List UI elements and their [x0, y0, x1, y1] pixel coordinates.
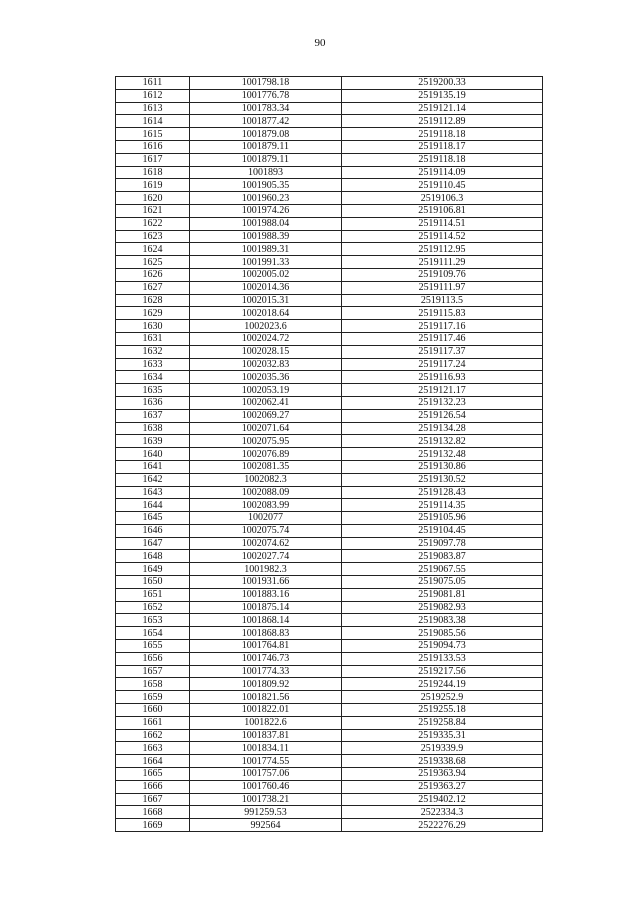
table-row [116, 128, 543, 141]
point-id-cell: 1643 [116, 486, 190, 499]
point-id-cell: 1669 [116, 819, 190, 832]
table-row [116, 243, 543, 256]
x-coordinate-cell: 1001822.6 [190, 716, 342, 729]
table-row [116, 563, 543, 576]
point-id-cell: 1654 [116, 627, 190, 640]
point-id-cell: 1616 [116, 140, 190, 153]
point-id-cell: 1652 [116, 601, 190, 614]
table-row [116, 716, 543, 729]
point-id-cell: 1633 [116, 358, 190, 371]
table-row [116, 256, 543, 269]
point-id-cell: 1664 [116, 755, 190, 768]
y-coordinate-cell: 2519109.76 [342, 268, 543, 281]
page-number: 90 [314, 37, 326, 49]
y-coordinate-cell: 2519200.33 [342, 77, 543, 90]
y-coordinate-cell: 2519067.55 [342, 563, 543, 576]
table-row [116, 409, 543, 422]
table-row [116, 320, 543, 333]
x-coordinate-cell: 1002075.74 [190, 524, 342, 537]
y-coordinate-cell: 2519106.3 [342, 192, 543, 205]
y-coordinate-cell: 2519112.89 [342, 115, 543, 128]
point-id-cell: 1668 [116, 806, 190, 819]
point-id-cell: 1662 [116, 729, 190, 742]
point-id-cell: 1642 [116, 473, 190, 486]
point-id-cell: 1611 [116, 77, 190, 90]
x-coordinate-cell: 1001989.31 [190, 243, 342, 256]
x-coordinate-cell: 1002071.64 [190, 422, 342, 435]
y-coordinate-cell: 2519117.46 [342, 332, 543, 345]
y-coordinate-cell: 2519075.05 [342, 576, 543, 589]
y-coordinate-cell: 2519126.54 [342, 409, 543, 422]
y-coordinate-cell: 2519094.73 [342, 640, 543, 653]
y-coordinate-cell: 2519117.37 [342, 345, 543, 358]
point-id-cell: 1645 [116, 512, 190, 525]
x-coordinate-cell: 1001822.01 [190, 704, 342, 717]
point-id-cell: 1638 [116, 422, 190, 435]
x-coordinate-cell: 1002077 [190, 512, 342, 525]
point-id-cell: 1641 [116, 460, 190, 473]
y-coordinate-cell: 2519114.09 [342, 166, 543, 179]
y-coordinate-cell: 2522334.3 [342, 806, 543, 819]
y-coordinate-cell: 2519111.97 [342, 281, 543, 294]
table-row [116, 588, 543, 601]
x-coordinate-cell: 1002032.83 [190, 358, 342, 371]
table-row [116, 640, 543, 653]
table-row [116, 77, 543, 90]
y-coordinate-cell: 2519128.43 [342, 486, 543, 499]
x-coordinate-cell: 1001776.78 [190, 89, 342, 102]
point-id-cell: 1627 [116, 281, 190, 294]
table-row [116, 742, 543, 755]
point-id-cell: 1663 [116, 742, 190, 755]
y-coordinate-cell: 2519244.19 [342, 678, 543, 691]
point-id-cell: 1624 [116, 243, 190, 256]
x-coordinate-cell: 1002028.15 [190, 345, 342, 358]
y-coordinate-cell: 2519363.27 [342, 780, 543, 793]
x-coordinate-cell: 1002014.36 [190, 281, 342, 294]
point-id-cell: 1620 [116, 192, 190, 205]
x-coordinate-cell: 1001764.81 [190, 640, 342, 653]
table-row [116, 806, 543, 819]
point-id-cell: 1625 [116, 256, 190, 269]
point-id-cell: 1665 [116, 768, 190, 781]
point-id-cell: 1619 [116, 179, 190, 192]
table-row [116, 371, 543, 384]
point-id-cell: 1613 [116, 102, 190, 115]
point-id-cell: 1631 [116, 332, 190, 345]
point-id-cell: 1636 [116, 396, 190, 409]
x-coordinate-cell: 1001931.66 [190, 576, 342, 589]
x-coordinate-cell: 992564 [190, 819, 342, 832]
x-coordinate-cell: 1002023.6 [190, 320, 342, 333]
table-row [116, 704, 543, 717]
point-id-cell: 1639 [116, 435, 190, 448]
point-id-cell: 1646 [116, 524, 190, 537]
table-row [116, 332, 543, 345]
point-id-cell: 1640 [116, 448, 190, 461]
table-row [116, 665, 543, 678]
y-coordinate-cell: 2519104.45 [342, 524, 543, 537]
x-coordinate-cell: 1002005.02 [190, 268, 342, 281]
table-row [116, 307, 543, 320]
y-coordinate-cell: 2519114.52 [342, 230, 543, 243]
y-coordinate-cell: 2522276.29 [342, 819, 543, 832]
table-row [116, 601, 543, 614]
table-row [116, 780, 543, 793]
x-coordinate-cell: 1002018.64 [190, 307, 342, 320]
x-coordinate-cell: 1002076.89 [190, 448, 342, 461]
table-row [116, 422, 543, 435]
table-row [116, 537, 543, 550]
x-coordinate-cell: 1001905.35 [190, 179, 342, 192]
coordinate-table [115, 76, 543, 832]
x-coordinate-cell: 1001738.21 [190, 793, 342, 806]
x-coordinate-cell: 1001879.11 [190, 140, 342, 153]
table-row [116, 486, 543, 499]
point-id-cell: 1628 [116, 294, 190, 307]
table-row [116, 499, 543, 512]
table-row [116, 473, 543, 486]
x-coordinate-cell: 1002083.99 [190, 499, 342, 512]
y-coordinate-cell: 2519110.45 [342, 179, 543, 192]
table-row [116, 755, 543, 768]
point-id-cell: 1666 [116, 780, 190, 793]
y-coordinate-cell: 2519081.81 [342, 588, 543, 601]
table-row [116, 448, 543, 461]
x-coordinate-cell: 1002082.3 [190, 473, 342, 486]
x-coordinate-cell: 1001988.04 [190, 217, 342, 230]
point-id-cell: 1615 [116, 128, 190, 141]
y-coordinate-cell: 2519135.19 [342, 89, 543, 102]
y-coordinate-cell: 2519118.18 [342, 128, 543, 141]
x-coordinate-cell: 1001809.92 [190, 678, 342, 691]
point-id-cell: 1618 [116, 166, 190, 179]
table-row [116, 179, 543, 192]
point-id-cell: 1622 [116, 217, 190, 230]
y-coordinate-cell: 2519111.29 [342, 256, 543, 269]
point-id-cell: 1634 [116, 371, 190, 384]
x-coordinate-cell: 1002081.35 [190, 460, 342, 473]
x-coordinate-cell: 1002035.36 [190, 371, 342, 384]
y-coordinate-cell: 2519115.83 [342, 307, 543, 320]
y-coordinate-cell: 2519106.81 [342, 204, 543, 217]
y-coordinate-cell: 2519363.94 [342, 768, 543, 781]
point-id-cell: 1623 [116, 230, 190, 243]
point-id-cell: 1612 [116, 89, 190, 102]
table-row [116, 217, 543, 230]
point-id-cell: 1614 [116, 115, 190, 128]
table-row [116, 294, 543, 307]
x-coordinate-cell: 1001760.46 [190, 780, 342, 793]
y-coordinate-cell: 2519114.35 [342, 499, 543, 512]
x-coordinate-cell: 1002069.27 [190, 409, 342, 422]
point-id-cell: 1659 [116, 691, 190, 704]
x-coordinate-cell: 1001868.83 [190, 627, 342, 640]
point-id-cell: 1635 [116, 384, 190, 397]
y-coordinate-cell: 2519113.5 [342, 294, 543, 307]
table-row [116, 268, 543, 281]
x-coordinate-cell: 1002015.31 [190, 294, 342, 307]
table-row [116, 678, 543, 691]
x-coordinate-cell: 1001774.55 [190, 755, 342, 768]
point-id-cell: 1653 [116, 614, 190, 627]
y-coordinate-cell: 2519338.68 [342, 755, 543, 768]
table-row [116, 550, 543, 563]
x-coordinate-cell: 1001879.08 [190, 128, 342, 141]
x-coordinate-cell: 1001783.34 [190, 102, 342, 115]
x-coordinate-cell: 1001798.18 [190, 77, 342, 90]
table-row [116, 102, 543, 115]
table-row [116, 140, 543, 153]
table-row [116, 345, 543, 358]
table-row [116, 166, 543, 179]
y-coordinate-cell: 2519258.84 [342, 716, 543, 729]
table-row [116, 819, 543, 832]
y-coordinate-cell: 2519217.56 [342, 665, 543, 678]
x-coordinate-cell: 1001988.39 [190, 230, 342, 243]
y-coordinate-cell: 2519117.16 [342, 320, 543, 333]
y-coordinate-cell: 2519114.51 [342, 217, 543, 230]
x-coordinate-cell: 1001868.14 [190, 614, 342, 627]
table-row [116, 192, 543, 205]
x-coordinate-cell: 1001746.73 [190, 652, 342, 665]
y-coordinate-cell: 2519085.56 [342, 627, 543, 640]
x-coordinate-cell: 1002088.09 [190, 486, 342, 499]
x-coordinate-cell: 1001837.81 [190, 729, 342, 742]
table-row [116, 384, 543, 397]
x-coordinate-cell: 1001879.11 [190, 153, 342, 166]
point-id-cell: 1629 [116, 307, 190, 320]
x-coordinate-cell: 1002024.72 [190, 332, 342, 345]
point-id-cell: 1647 [116, 537, 190, 550]
x-coordinate-cell: 1001821.56 [190, 691, 342, 704]
y-coordinate-cell: 2519134.28 [342, 422, 543, 435]
point-id-cell: 1651 [116, 588, 190, 601]
x-coordinate-cell: 1002075.95 [190, 435, 342, 448]
table-row [116, 768, 543, 781]
point-id-cell: 1632 [116, 345, 190, 358]
x-coordinate-cell: 1002074.62 [190, 537, 342, 550]
x-coordinate-cell: 1002027.74 [190, 550, 342, 563]
table-row [116, 652, 543, 665]
y-coordinate-cell: 2519118.17 [342, 140, 543, 153]
x-coordinate-cell: 1002062.41 [190, 396, 342, 409]
x-coordinate-cell: 1001960.23 [190, 192, 342, 205]
point-id-cell: 1656 [116, 652, 190, 665]
table-row [116, 281, 543, 294]
y-coordinate-cell: 2519118.18 [342, 153, 543, 166]
table-row [116, 691, 543, 704]
point-id-cell: 1621 [116, 204, 190, 217]
table-row [116, 460, 543, 473]
y-coordinate-cell: 2519402.12 [342, 793, 543, 806]
y-coordinate-cell: 2519112.95 [342, 243, 543, 256]
table-row [116, 435, 543, 448]
table-row [116, 614, 543, 627]
y-coordinate-cell: 2519082.93 [342, 601, 543, 614]
y-coordinate-cell: 2519117.24 [342, 358, 543, 371]
y-coordinate-cell: 2519133.53 [342, 652, 543, 665]
x-coordinate-cell: 1002053.19 [190, 384, 342, 397]
x-coordinate-cell: 1001974.26 [190, 204, 342, 217]
x-coordinate-cell: 1001982.3 [190, 563, 342, 576]
x-coordinate-cell: 1001877.42 [190, 115, 342, 128]
x-coordinate-cell: 1001757.06 [190, 768, 342, 781]
y-coordinate-cell: 2519252.9 [342, 691, 543, 704]
point-id-cell: 1657 [116, 665, 190, 678]
x-coordinate-cell: 1001883.16 [190, 588, 342, 601]
y-coordinate-cell: 2519255.18 [342, 704, 543, 717]
point-id-cell: 1650 [116, 576, 190, 589]
x-coordinate-cell: 1001774.33 [190, 665, 342, 678]
point-id-cell: 1648 [116, 550, 190, 563]
x-coordinate-cell: 991259.53 [190, 806, 342, 819]
table-row [116, 576, 543, 589]
y-coordinate-cell: 2519132.82 [342, 435, 543, 448]
table-row [116, 358, 543, 371]
y-coordinate-cell: 2519097.78 [342, 537, 543, 550]
y-coordinate-cell: 2519130.86 [342, 460, 543, 473]
point-id-cell: 1658 [116, 678, 190, 691]
coordinate-table-body [116, 77, 543, 832]
table-row [116, 793, 543, 806]
point-id-cell: 1617 [116, 153, 190, 166]
point-id-cell: 1661 [116, 716, 190, 729]
y-coordinate-cell: 2519105.96 [342, 512, 543, 525]
table-row [116, 204, 543, 217]
y-coordinate-cell: 2519121.17 [342, 384, 543, 397]
table-row [116, 230, 543, 243]
table-row [116, 115, 543, 128]
y-coordinate-cell: 2519083.38 [342, 614, 543, 627]
y-coordinate-cell: 2519116.93 [342, 371, 543, 384]
x-coordinate-cell: 1001991.33 [190, 256, 342, 269]
point-id-cell: 1667 [116, 793, 190, 806]
table-row [116, 512, 543, 525]
table-row [116, 153, 543, 166]
x-coordinate-cell: 1001893 [190, 166, 342, 179]
point-id-cell: 1644 [116, 499, 190, 512]
y-coordinate-cell: 2519339.9 [342, 742, 543, 755]
table-row [116, 89, 543, 102]
table-row [116, 729, 543, 742]
point-id-cell: 1655 [116, 640, 190, 653]
y-coordinate-cell: 2519132.23 [342, 396, 543, 409]
point-id-cell: 1637 [116, 409, 190, 422]
point-id-cell: 1630 [116, 320, 190, 333]
y-coordinate-cell: 2519335.31 [342, 729, 543, 742]
point-id-cell: 1649 [116, 563, 190, 576]
table-row [116, 524, 543, 537]
y-coordinate-cell: 2519130.52 [342, 473, 543, 486]
x-coordinate-cell: 1001875.14 [190, 601, 342, 614]
table-row [116, 396, 543, 409]
point-id-cell: 1660 [116, 704, 190, 717]
point-id-cell: 1626 [116, 268, 190, 281]
table-row [116, 627, 543, 640]
y-coordinate-cell: 2519121.14 [342, 102, 543, 115]
x-coordinate-cell: 1001834.11 [190, 742, 342, 755]
y-coordinate-cell: 2519132.48 [342, 448, 543, 461]
y-coordinate-cell: 2519083.87 [342, 550, 543, 563]
